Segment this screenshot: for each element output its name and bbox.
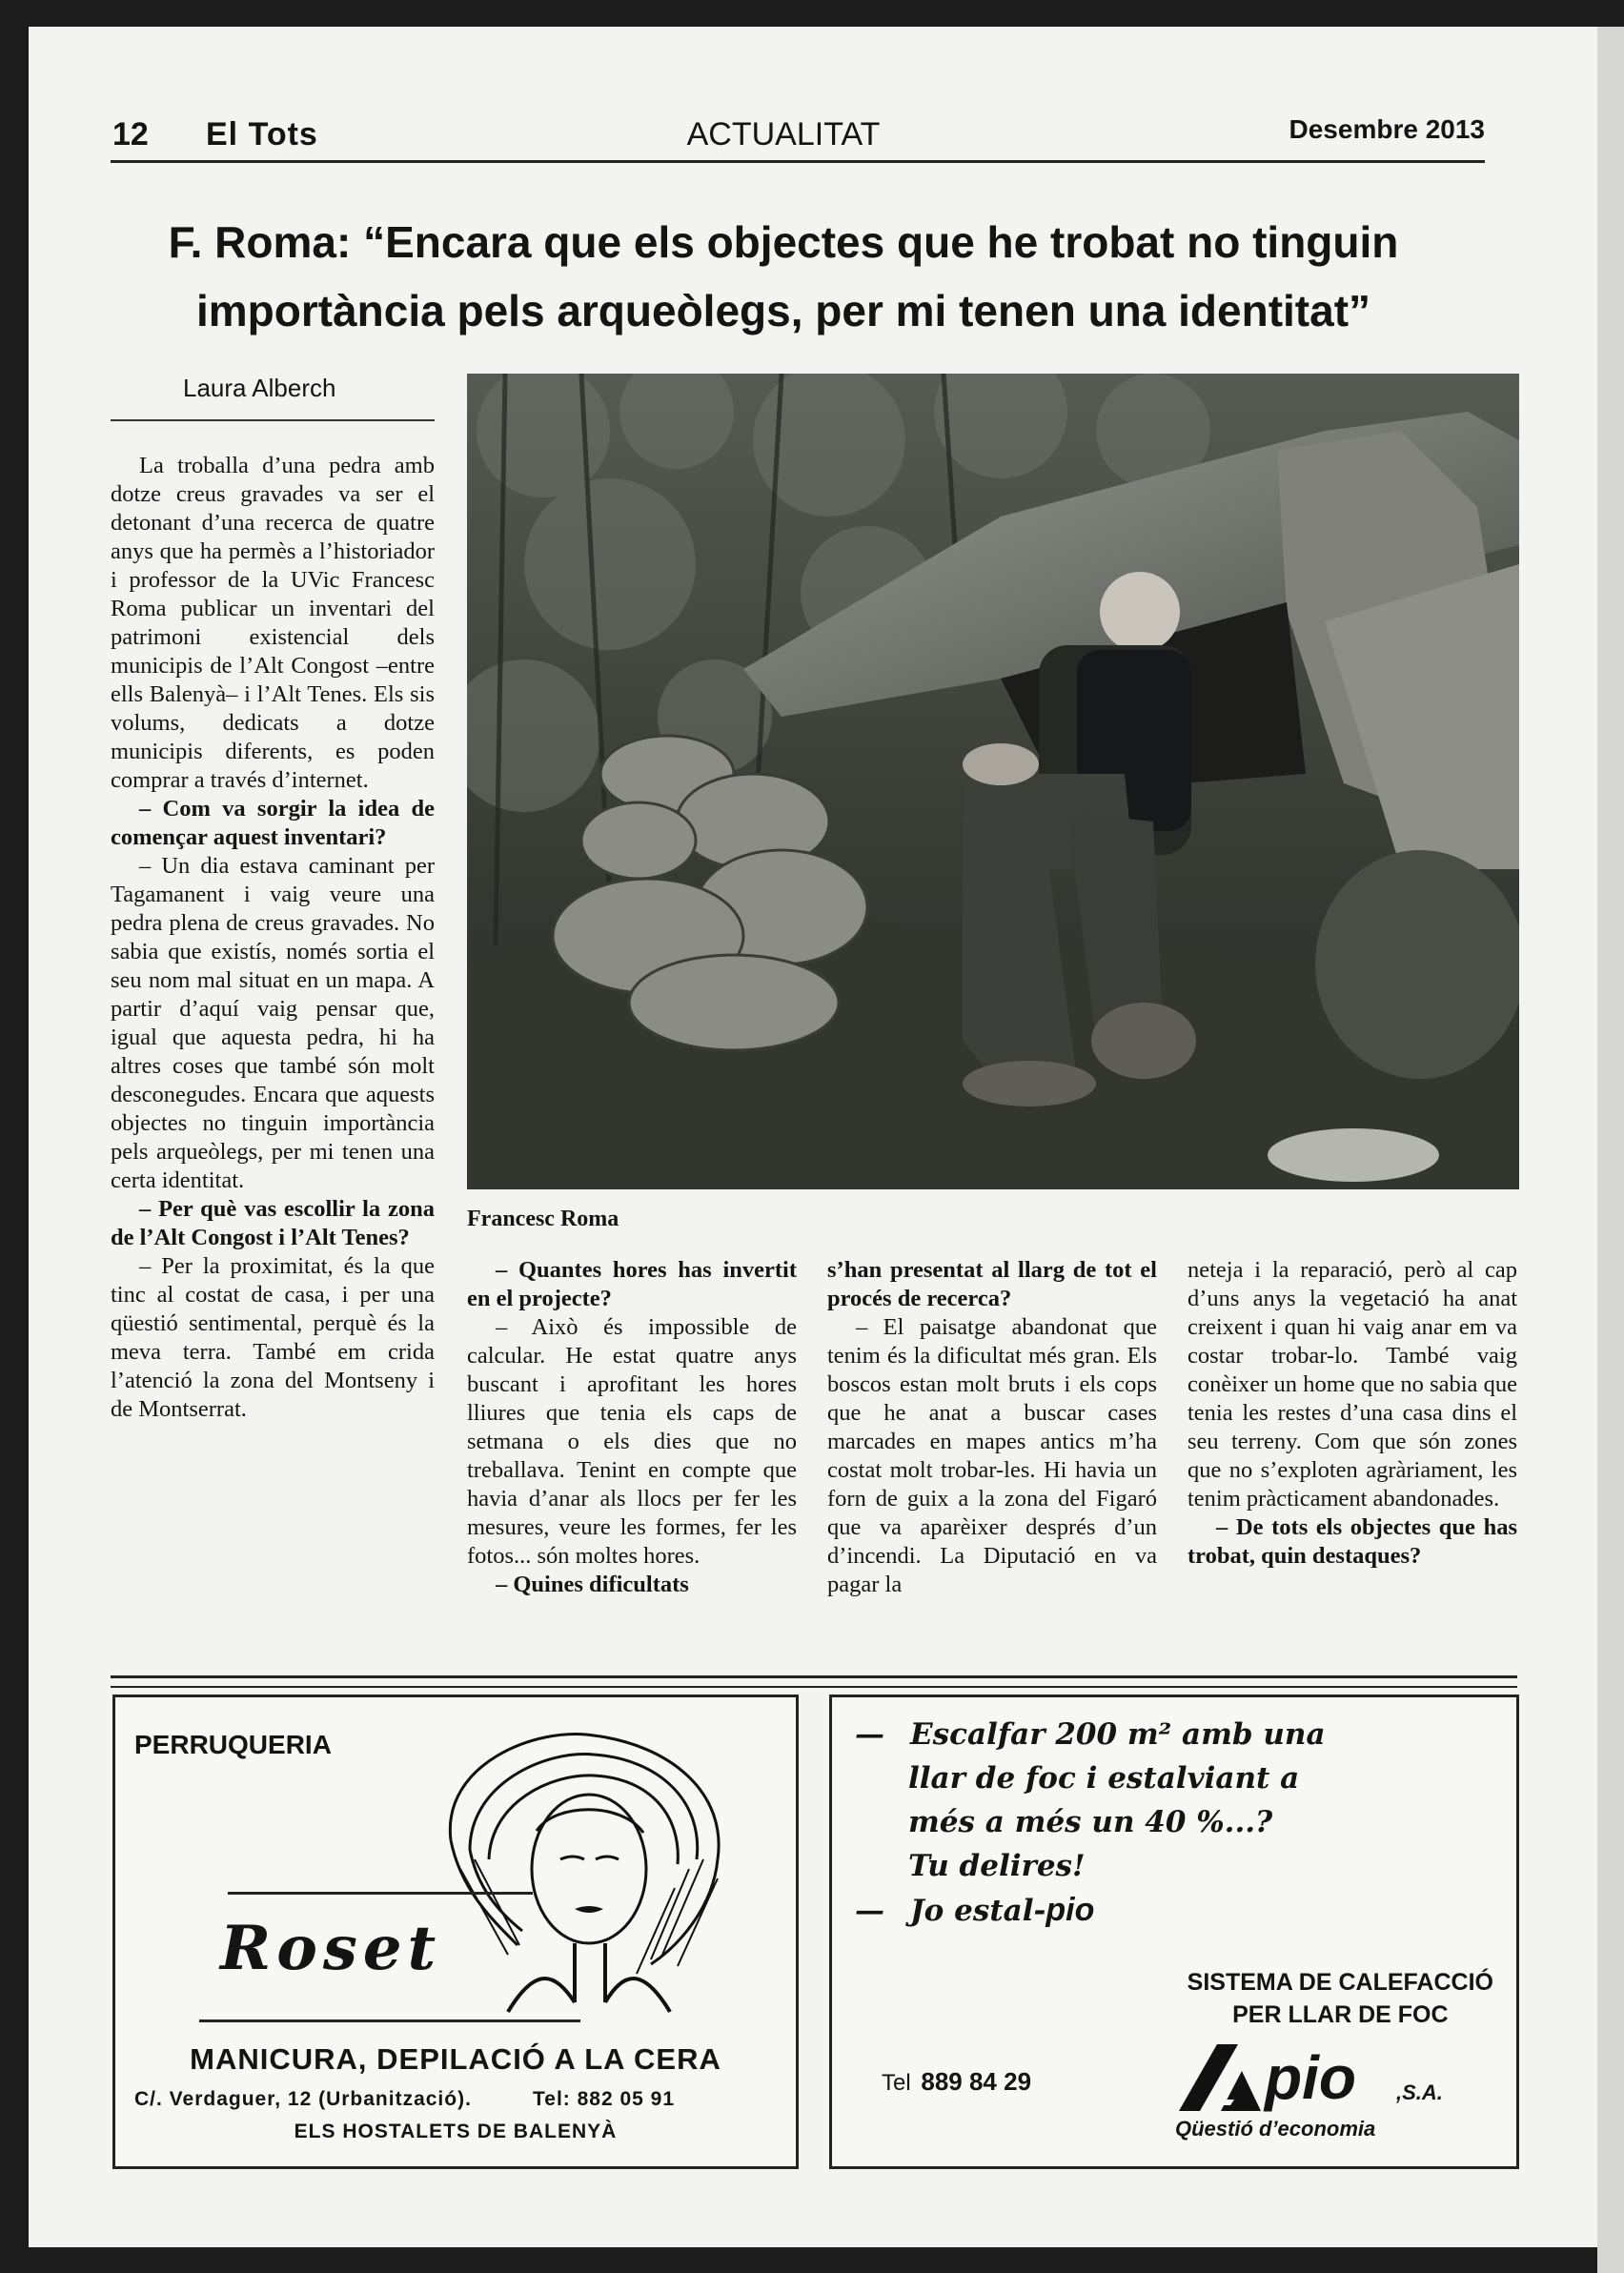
advertising-divider	[111, 1675, 1517, 1688]
issue-date: Desembre 2013	[1289, 114, 1485, 144]
interview-answer: – Per la proximitat, és la que tinc al costat de casa, i per una qüestió sentimental, perquè és la meva terra. També em crida l’atenció la zona del Montseny i de Montserrat.	[111, 1253, 435, 1422]
pio-logo-suffix: ,S.A.	[1396, 2080, 1443, 2104]
ad-dash: —	[855, 1894, 884, 1928]
pio-logo-icon	[1179, 2042, 1270, 2118]
page-edge	[1597, 27, 1624, 2273]
system-line: PER LLAR DE FOC	[1232, 2001, 1449, 2028]
salon-brand: Roset	[220, 1913, 442, 1984]
publication-name: El Tots	[206, 116, 318, 152]
salon-town: ELS HOSTALETS DE BALENYÀ	[294, 2121, 618, 2142]
article-column-4	[1188, 1256, 1517, 1571]
interview-question: s’han presentat al llarg de tot el procés de recerca?	[827, 1257, 1157, 1311]
heating-system-label	[1188, 1966, 1493, 2031]
header-rule	[111, 160, 1485, 163]
fireplace-heating-ad	[829, 1695, 1519, 2169]
ad-copy-line: llar de foc i estalviant a	[908, 1761, 1300, 1796]
salon-phone: Tel: 882 05 91	[533, 2088, 676, 2110]
article-column-3	[827, 1256, 1157, 1599]
ad-title: PERRUQUERIA	[134, 1730, 332, 1759]
ad-copy-line: Escalfar 200 m² amb una	[910, 1717, 1326, 1752]
interview-answer: – Un dia estava caminant per Tagamanent i vaig veure una pedra plena de creus gravades. No sabia que existís, només sortia el seu nom mal situat en un mapa. A partir d’aquí vaig pensar que, igual que aquesta pedra, hi ha altres coses que també són molt desconegudes. Encara que aquests objectes no tinguin importància pels arqueòlegs, per mi tenen una certa identitat.	[111, 853, 435, 1193]
hair-salon-ad	[112, 1695, 799, 2169]
phone-label: Tel	[882, 2070, 911, 2096]
ad-phone	[882, 2067, 1031, 2097]
headline-line-1: F. Roma: “Encara que els objectes que he trobat no tinguin	[168, 217, 1399, 267]
article-column-1	[111, 452, 435, 1424]
interview-question: – Quantes hores has invertit en el projecte?	[467, 1257, 797, 1311]
article-photo	[467, 374, 1519, 1189]
woman-portrait-illustration	[432, 1726, 737, 2026]
pio-slogan: Qüestió d’economia	[1175, 2117, 1376, 2141]
interview-answer: – Això és impossible de calcular. He estat quatre anys buscant i aprofitant les hores lliures que tenia els caps de setmana o els dies que no treballava. Tenint en compte que havia d’anar als llocs per fer les mesures, veure les formes, fer les fotos... són moltes hores.	[467, 1314, 797, 1569]
interview-question: – Com va sorgir la idea de començar aquest inventari?	[111, 796, 435, 850]
ad-decorative-rule	[228, 1892, 533, 1895]
ad-copy	[855, 1713, 1326, 1933]
ad-decorative-rule	[199, 2019, 580, 2022]
interview-answer: neteja i la reparació, però al cap d’uns anys la vegetació ha anat creixent i quan hi vaig anar em va costar trobar-lo. També vaig conèixer un home que no sabia que tenia les restes d’una casa dins el seu terreny. Com que són zones que no s’exploten agràriament, les tenim pràcticament abandonades.	[1188, 1257, 1517, 1512]
paragraph: La troballa d’una pedra amb dotze creus gravades va ser el detonant d’una recerca de quatre anys que ha permès a l’historiador i professor de la UVic Francesc Roma publicar un inventari del patrimoni existencial dels municipis de l’Alt Congost –entre ells Balenyà– i l’Alt Tenes. Els sis volums, dedicats a dotze municipis diferents, es poden comprar a través d’internet.	[111, 453, 435, 793]
ad-copy-line: més a més un 40 %...?	[908, 1805, 1273, 1839]
photo-caption: Francesc Roma	[467, 1207, 619, 1231]
ad-brand-inline: pio	[1045, 1892, 1095, 1928]
byline	[111, 374, 435, 421]
salon-address: C/. Verdaguer, 12 (Urbanització).	[134, 2088, 472, 2110]
author-name: Laura Alberch	[183, 374, 336, 402]
page-number: 12	[112, 116, 149, 152]
interview-question: – De tots els objectes que has trobat, quin destaques?	[1188, 1514, 1517, 1569]
salon-services: MANICURA, DEPILACIÓ A LA CERA	[190, 2042, 721, 2076]
ad-dash: —	[855, 1717, 884, 1752]
article-headline	[82, 208, 1485, 345]
section-title: ACTUALITAT	[686, 116, 881, 152]
system-line: SISTEMA DE CALEFACCIÓ	[1187, 1969, 1493, 1996]
headline-line-2: importància pels arqueòlegs, per mi tenen una identitat”	[195, 286, 1371, 335]
page-header	[82, 86, 1485, 162]
pio-logo-text: pio	[1265, 2043, 1356, 2112]
interview-answer: – El paisatge abandonat que tenim és la dificultat més gran. Els boscos estan molt bruts i els cops que he anat a buscar cases marcades en mapes antics m’ha costat molt trobar-les. Hi havia un forn de guix a la zona del Figaró que va aparèixer després d’un d’incendi. La Diputació en va pagar la	[827, 1314, 1157, 1597]
phone-number: 889 84 29	[921, 2067, 1032, 2096]
article-column-2	[467, 1256, 797, 1599]
ad-copy-line: Tu delires!	[908, 1849, 1086, 1883]
photo-illustration	[467, 374, 1519, 1189]
interview-question: – Quines dificultats	[496, 1572, 689, 1597]
interview-question: – Per què vas escollir la zona de l’Alt Congost i l’Alt Tenes?	[111, 1196, 435, 1250]
ad-copy-line: Jo estal-	[910, 1894, 1046, 1928]
